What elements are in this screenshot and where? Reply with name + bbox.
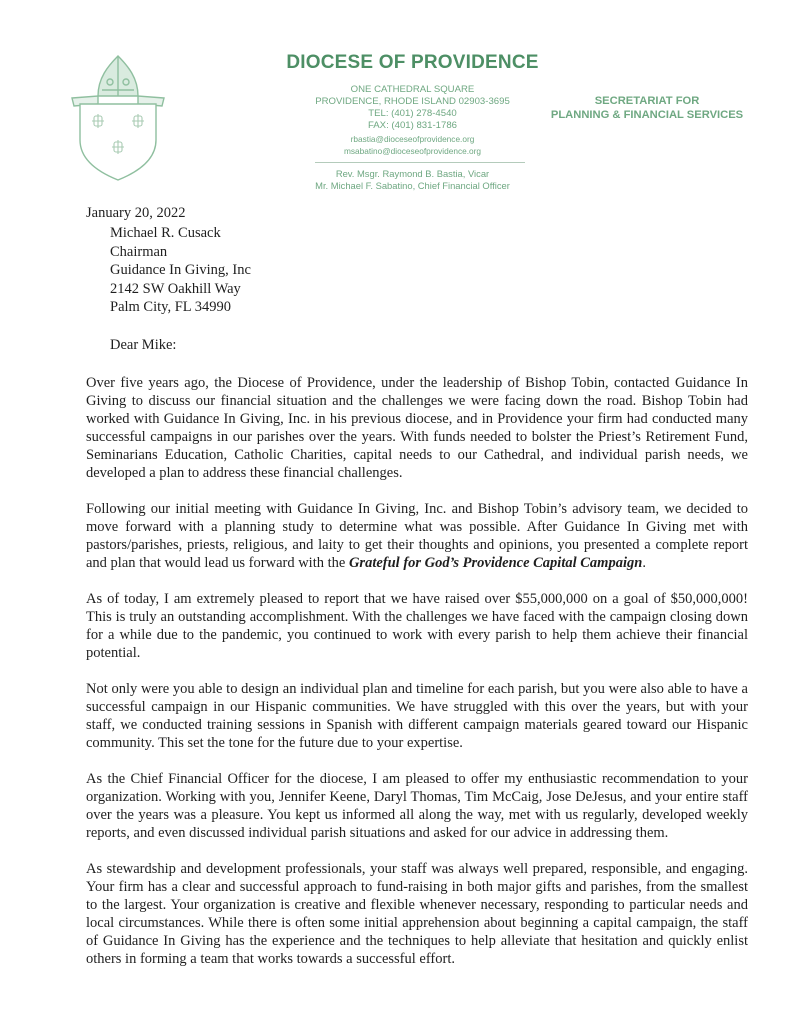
officer-vicar: Rev. Msgr. Raymond B. Bastia, Vicar bbox=[335, 168, 490, 179]
letter-content bbox=[86, 225, 748, 968]
paragraph-4: Not only were you able to design an individual plan and timeline for each parish, but you were also able to have a successful campaign in our Hispanic communities. We have struggled with this over the years, but with your staff, we conducted training sessions in Spanish with different campaign materials geared toward our Hispanic community. This set the tone for the future due to your expertise. bbox=[86, 680, 748, 751]
letter-date: January 20, 2022 bbox=[86, 205, 186, 221]
paragraph-2 bbox=[86, 500, 748, 572]
paragraph-5: As the Chief Financial Officer for the diocese, I am pleased to offer my enthusiastic recommendation to your organization. Working with you, Jennifer Keene, Daryl Thomas, Tim McCaig, Jose DeJesus, and your entire staff over the years was a pleasure. You kept us informed all along the way, met with us regularly, developed weekly reports, and even discussed individual parish situations and asked for our advice in addressing them. bbox=[86, 770, 748, 841]
paragraph-1: Over five years ago, the Diocese of Providence, under the leadership of Bishop Tobin, contacted Guidance In Giving to discuss our financial situation and the challenges we were facing down the road. Bishop Tobin had worked with Guidance In Giving, Inc. in his previous diocese, and in Providence your firm had conducted many successful campaigns in our parishes over the years. With funds needed to bolster the Priest’s Retirement Fund, Seminarians Education, Catholic Charities, capital needs to our Cathedral, and individual parish needs, we developed a plan to address these financial challenges. bbox=[86, 374, 748, 481]
salutation: Dear Mike: bbox=[110, 336, 177, 353]
recipient-name: Michael R. Cusack bbox=[110, 225, 221, 241]
recipient-address bbox=[110, 224, 747, 317]
department-heading bbox=[534, 94, 760, 122]
campaign-suffix: . bbox=[642, 554, 646, 571]
letterhead bbox=[280, 52, 545, 192]
address-line-1: ONE CATHEDRAL SQUARE bbox=[350, 84, 475, 95]
paragraph-2-text: Following our initial meeting with Guidance In Giving, Inc. and Bishop Tobin’s advisory team, we decided to move forward with a planning study to determine what was possible. After Guidance In Giving met with pastors/parishes, priests, religious, and laity to get their thoughts and opinions, you presented a complete report and plan that would lead us forward with the bbox=[86, 500, 748, 571]
letter-body bbox=[86, 204, 716, 222]
campaign-name: Grateful for God’s Providence Capital Campaign bbox=[348, 554, 643, 571]
email-vicar[interactable]: rbastia@dioceseofprovidence.org bbox=[350, 134, 475, 144]
email-cfo[interactable]: msabatino@dioceseofprovidence.org bbox=[343, 146, 482, 156]
officer-cfo: Mr. Michael F. Sabatino, Chief Financial Officer bbox=[315, 180, 510, 191]
fax: FAX: (401) 831-1786 bbox=[367, 120, 458, 131]
recipient-city: Palm City, FL 34990 bbox=[110, 299, 231, 315]
coat-of-arms-icon bbox=[68, 52, 168, 182]
telephone: TEL: (401) 278-4540 bbox=[368, 108, 457, 119]
address-line-2: PROVIDENCE, RHODE ISLAND 02903-3695 bbox=[315, 96, 510, 107]
recipient-title: Chairman bbox=[110, 243, 168, 260]
paragraph-3: As of today, I am extremely pleased to report that we have raised over $55,000,000 on a goal of $50,000,000! This is truly an outstanding accomplishment. With the challenges we have faced with the campaign closing down for a while due to the pandemic, you continued to work with every parish to help them achieve their financial potential. bbox=[86, 590, 748, 661]
department-line-2: PLANNING & FINANCIAL SERVICES bbox=[550, 109, 744, 121]
recipient-company: Guidance In Giving, Inc bbox=[110, 262, 251, 278]
paragraph-6: As stewardship and development professionals, your staff was always well prepared, responsible, and engaging. Your firm has a clear and successful approach to fund-raising in both major gifts and parishes, from the smallest to the largest. Your organization is creative and flexible whenever necessary, responding to particular needs and local circumstances. While there is often some initial apprehension about beginning a capital campaign, the staff of Guidance In Giving has the experience and the techniques to help alleviate that hesitation and quickly enlist others in forming a team that works towards a successful effort. bbox=[86, 860, 748, 967]
letterhead-divider bbox=[315, 162, 525, 163]
department-line-1: SECRETARIAT FOR bbox=[594, 95, 700, 107]
organization-name: DIOCESE OF PROVIDENCE bbox=[286, 52, 539, 73]
recipient-street: 2142 SW Oakhill Way bbox=[110, 280, 241, 297]
